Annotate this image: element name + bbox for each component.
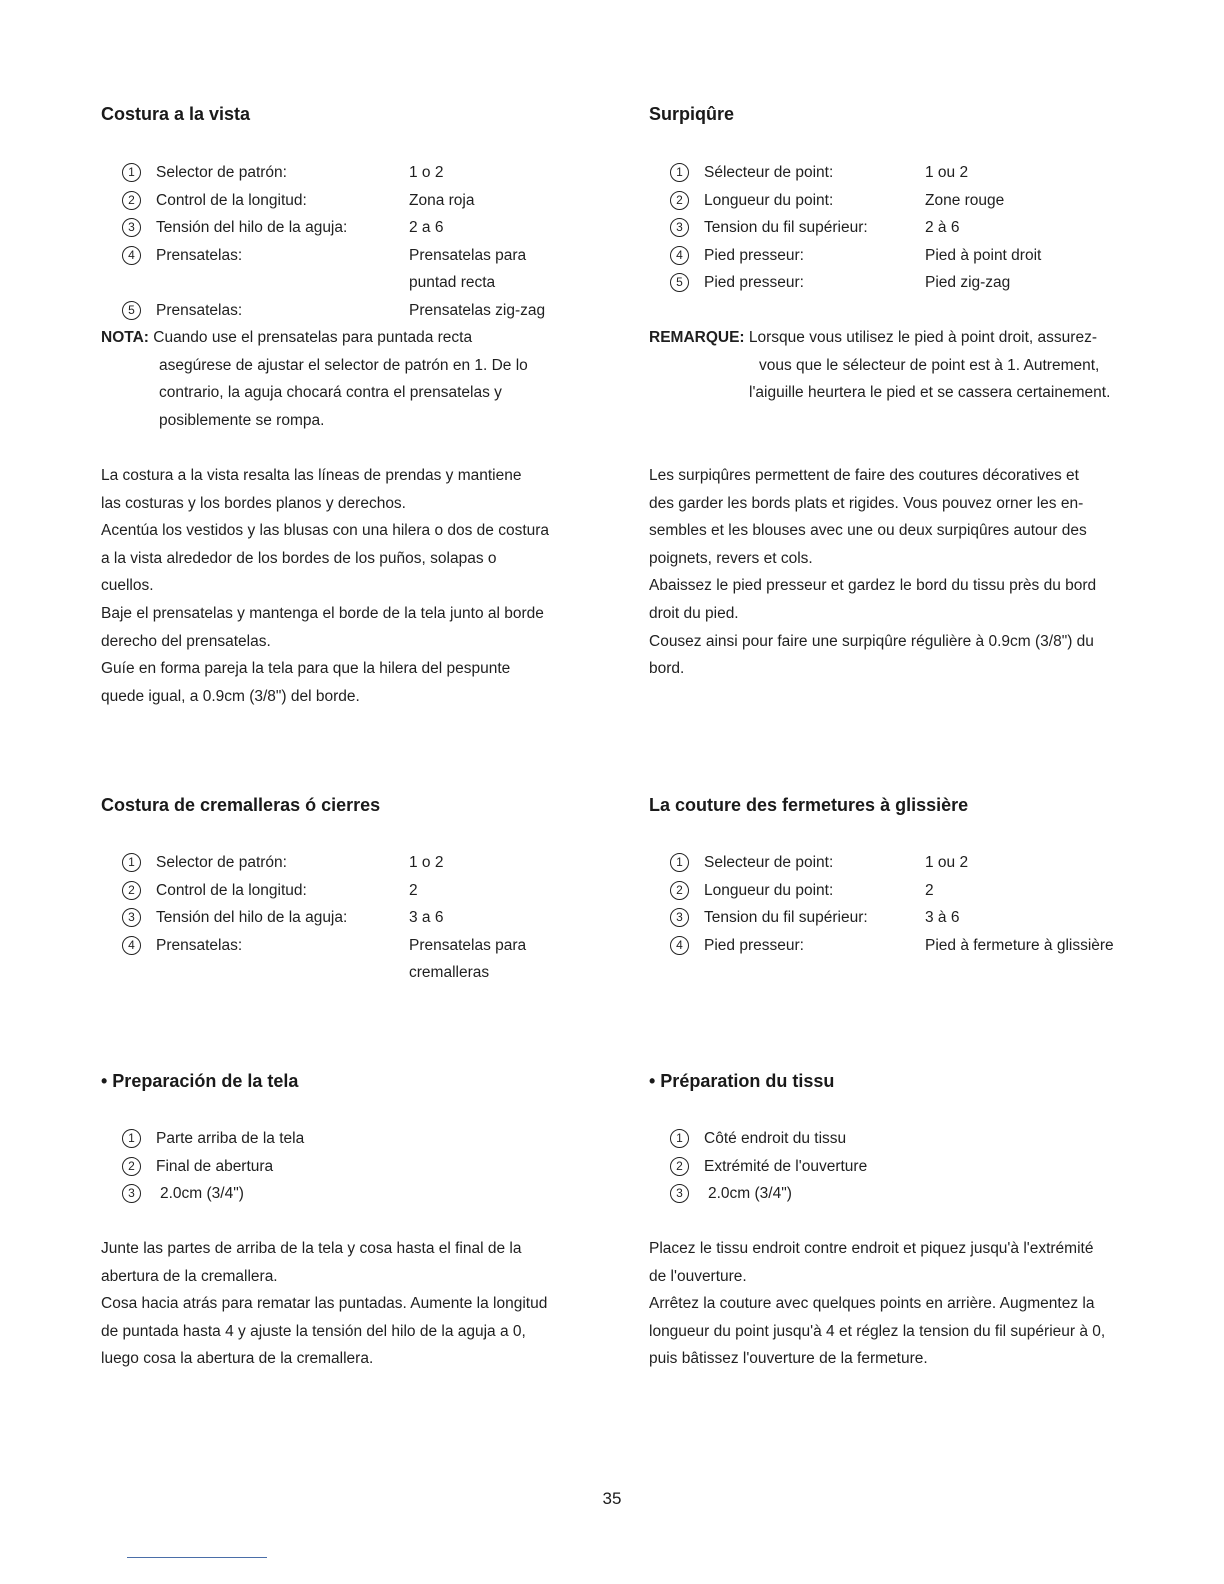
- text-line: longueur du point jusqu'à 4 et réglez la tension du fil supérieur à 0,: [649, 1322, 1106, 1340]
- setting-label: Longueur du point:: [704, 881, 834, 899]
- circled-number: 4: [670, 936, 689, 955]
- text-line: luego cosa la abertura de la cremallera.: [101, 1350, 374, 1368]
- setting-value: Pied à fermeture à glissière: [925, 936, 1114, 954]
- list-item: [122, 1153, 602, 1181]
- setting-value-cont: puntad recta: [409, 274, 496, 292]
- section-title-cremalleras: Costura de cremalleras ó cierres: [101, 795, 381, 815]
- settings-table-costura-vista: [122, 159, 602, 325]
- note-line: Lorsque vous utilisez le pied à point droit, assurez-: [748, 329, 1097, 346]
- note-line: Cuando use el prensatelas para puntada recta: [153, 329, 473, 346]
- setting-value: 3 à 6: [925, 909, 960, 927]
- settings-row: [122, 877, 602, 905]
- setting-value: 2: [409, 881, 418, 899]
- settings-row: [122, 849, 602, 877]
- note-label: NOTA:: [101, 329, 149, 346]
- text-line: de l'ouverture.: [649, 1267, 747, 1285]
- text-line: des garder les bords plats et rigides. Vous pouvez orner les en-: [649, 494, 1084, 512]
- list-item: [122, 1180, 602, 1208]
- text-line: puis bâtissez l'ouverture de la fermeture.: [649, 1350, 928, 1368]
- text-line: Junte las partes de arriba de la tela y cosa hasta el final de la: [101, 1240, 522, 1257]
- settings-table-surpiqure: [670, 159, 1170, 297]
- settings-row: [670, 877, 1170, 905]
- text-line: Cosa hacia atrás para rematar las puntadas. Aumente la longitud: [101, 1295, 548, 1313]
- circled-number: 1: [122, 853, 141, 872]
- circled-number: 3: [670, 1184, 689, 1203]
- circled-number: 2: [122, 191, 141, 210]
- note-line: contrario, la aguja chocará contra el prensatelas y: [159, 384, 502, 402]
- settings-row: [670, 242, 1170, 270]
- setting-label: Tension du fil supérieur:: [704, 219, 868, 237]
- circled-number: 2: [670, 191, 689, 210]
- setting-value: 1 ou 2: [925, 854, 969, 871]
- text-line: Baje el prensatelas y mantenga el borde de la tela junto al borde: [101, 604, 544, 622]
- item-label: Côté endroit du tissu: [704, 1130, 847, 1147]
- setting-value: Zone rouge: [925, 191, 1005, 209]
- circled-number: 5: [670, 273, 689, 292]
- setting-value: Prensatelas para: [409, 246, 527, 264]
- note-line: l'aiguille heurtera le pied et se cassera certainement.: [749, 384, 1111, 402]
- note-costura-vista: [101, 324, 601, 434]
- settings-row: [670, 159, 1170, 187]
- section-title-preparation-tissu: • Préparation du tissu: [649, 1071, 835, 1091]
- paragraph-surpiqure: [649, 462, 1169, 683]
- setting-label: Tensión del hilo de la aguja:: [156, 219, 348, 237]
- setting-label: Longueur du point:: [704, 191, 834, 209]
- setting-value: 1 ou 2: [925, 164, 969, 181]
- page-number: 35: [602, 1489, 622, 1508]
- settings-row: [122, 187, 602, 215]
- list-item: [670, 1153, 1170, 1181]
- circled-number: 2: [122, 881, 141, 900]
- circled-number: 2: [122, 1157, 141, 1176]
- item-label: Parte arriba de la tela: [156, 1130, 305, 1147]
- section-title-surpiqure: Surpiqûre: [649, 104, 735, 124]
- setting-value: 1 o 2: [409, 854, 444, 871]
- paragraph-preparacion: [101, 1235, 591, 1373]
- note-line: asegúrese de ajustar el selector de patrón en 1. De lo: [159, 356, 528, 374]
- list-item: [670, 1125, 1170, 1153]
- text-line: las costuras y los bordes planos y derechos.: [101, 494, 406, 512]
- circled-number: 5: [122, 301, 141, 320]
- circled-number: 3: [122, 908, 141, 927]
- item-label: 2.0cm (3/4"): [160, 1185, 244, 1203]
- circled-number: 1: [122, 1129, 141, 1148]
- settings-row: [670, 269, 1170, 297]
- item-label: Final de abertura: [156, 1157, 274, 1175]
- setting-value: 2: [925, 881, 934, 899]
- setting-value: 2 à 6: [925, 219, 960, 237]
- setting-label: Prensatelas:: [156, 301, 243, 319]
- text-line: bord.: [649, 660, 685, 678]
- note-line: vous que le sélecteur de point est à 1. Autrement,: [759, 356, 1100, 374]
- section-title-preparacion-tela: • Preparación de la tela: [101, 1071, 299, 1091]
- settings-row: [122, 242, 602, 297]
- setting-label: Prensatelas:: [156, 936, 243, 954]
- item-label: 2.0cm (3/4"): [708, 1185, 792, 1203]
- parts-list-preparacion: [122, 1125, 602, 1208]
- settings-table-cremalleras: [122, 849, 602, 987]
- settings-table-fermetures: [670, 849, 1170, 959]
- note-label: REMARQUE:: [649, 329, 745, 346]
- setting-value: Prensatelas zig-zag: [409, 301, 546, 319]
- setting-label: Tension du fil supérieur:: [704, 909, 868, 927]
- setting-value: Zona roja: [409, 191, 475, 209]
- text-line: Placez le tissu endroit contre endroit et piquez jusqu'à l'extrémité: [649, 1240, 1094, 1257]
- text-line: Guíe en forma pareja la tela para que la hilera del pespunte: [101, 660, 511, 678]
- setting-label: Prensatelas:: [156, 246, 243, 264]
- circled-number: 3: [122, 218, 141, 237]
- settings-row: [122, 904, 602, 932]
- setting-value: 3 a 6: [409, 909, 444, 927]
- settings-row: [122, 297, 602, 325]
- setting-label: Pied presseur:: [704, 936, 804, 954]
- section-title-costura-vista: Costura a la vista: [101, 104, 251, 124]
- text-line: Arrêtez la couture avec quelques points en arrière. Augmentez la: [649, 1295, 1095, 1313]
- section-title-fermetures: La couture des fermetures à glissière: [649, 795, 969, 815]
- text-line: droit du pied.: [649, 604, 739, 622]
- circled-number: 4: [670, 246, 689, 265]
- text-line: de puntada hasta 4 y ajuste la tensión del hilo de la aguja a 0,: [101, 1322, 526, 1340]
- parts-list-preparation: [670, 1125, 1170, 1208]
- setting-label: Pied presseur:: [704, 246, 804, 264]
- setting-value: Pied à point droit: [925, 246, 1042, 264]
- circled-number: 2: [670, 881, 689, 900]
- settings-row: [122, 214, 602, 242]
- setting-value: Prensatelas para: [409, 936, 527, 954]
- text-line: poignets, revers et cols.: [649, 549, 813, 567]
- setting-value: 2 a 6: [409, 219, 444, 237]
- circled-number: 1: [122, 163, 141, 182]
- setting-value-cont: cremalleras: [409, 964, 490, 982]
- text-line: abertura de la cremallera.: [101, 1267, 278, 1285]
- setting-label: Sélecteur de point:: [704, 164, 834, 181]
- paragraph-costura-vista: [101, 462, 591, 710]
- circled-number: 3: [122, 1184, 141, 1203]
- setting-value: 1 o 2: [409, 164, 444, 181]
- setting-label: Tensión del hilo de la aguja:: [156, 909, 348, 927]
- circled-number: 4: [122, 246, 141, 265]
- text-line: La costura a la vista resalta las líneas de prendas y mantiene: [101, 467, 522, 484]
- settings-row: [122, 932, 602, 987]
- circled-number: 1: [670, 1129, 689, 1148]
- settings-row: [670, 932, 1170, 960]
- circled-number: 3: [670, 218, 689, 237]
- setting-label: Selecteur de point:: [704, 854, 834, 871]
- text-line: cuellos.: [101, 577, 154, 595]
- circled-number: 4: [122, 936, 141, 955]
- settings-row: [670, 849, 1170, 877]
- circled-number: 3: [670, 908, 689, 927]
- settings-row: [670, 904, 1170, 932]
- note-line: posiblemente se rompa.: [159, 411, 325, 429]
- text-line: a la vista alrededor de los bordes de los puños, solapas o: [101, 549, 497, 567]
- setting-label: Pied presseur:: [704, 274, 804, 292]
- settings-row: [670, 214, 1170, 242]
- setting-label: Selector de patrón:: [156, 854, 287, 871]
- paragraph-preparation: [649, 1235, 1169, 1373]
- footer-divider: [127, 1557, 267, 1558]
- setting-label: Selector de patrón:: [156, 164, 287, 181]
- settings-row: [670, 187, 1170, 215]
- settings-row: [122, 159, 602, 187]
- circled-number: 1: [670, 853, 689, 872]
- item-label: Extrémité de l'ouverture: [704, 1157, 868, 1175]
- circled-number: 2: [670, 1157, 689, 1176]
- list-item: [670, 1180, 1170, 1208]
- setting-label: Control de la longitud:: [156, 191, 307, 209]
- text-line: sembles et les blouses avec une ou deux surpiqûres autour des: [649, 522, 1087, 540]
- text-line: Les surpiqûres permettent de faire des coutures décoratives et: [649, 467, 1079, 484]
- text-line: Abaissez le pied presseur et gardez le bord du tissu près du bord: [649, 577, 1097, 595]
- setting-value: Pied zig-zag: [925, 274, 1011, 292]
- circled-number: 1: [670, 163, 689, 182]
- text-line: Cousez ainsi pour faire une surpiqûre régulière à 0.9cm (3/8") du: [649, 632, 1094, 650]
- text-line: derecho del prensatelas.: [101, 632, 271, 650]
- setting-label: Control de la longitud:: [156, 881, 307, 899]
- list-item: [122, 1125, 602, 1153]
- text-line: quede igual, a 0.9cm (3/8") del borde.: [101, 687, 360, 705]
- text-line: Acentúa los vestidos y las blusas con una hilera o dos de costura: [101, 522, 550, 540]
- note-surpiqure: [649, 324, 1169, 407]
